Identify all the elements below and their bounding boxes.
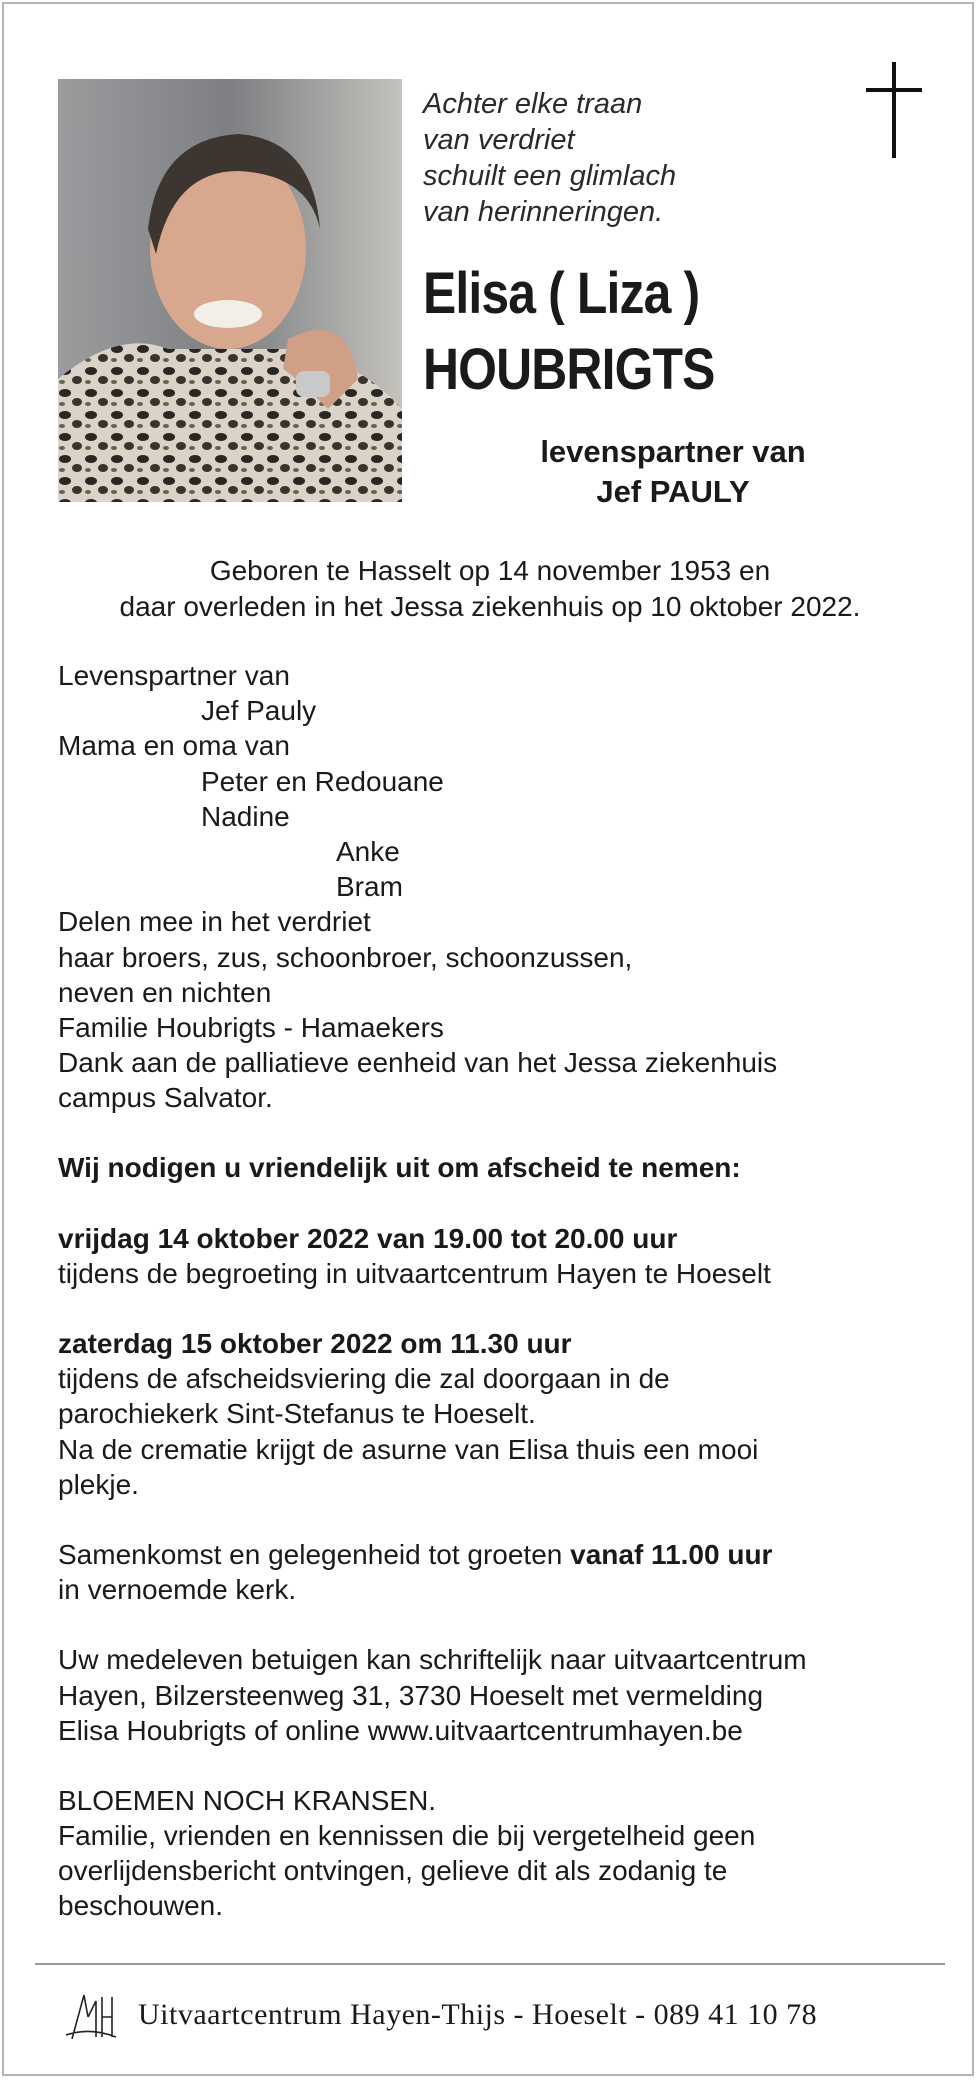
family-line: Delen mee in het verdriet [58,906,371,938]
notice-line: beschouwen. [58,1890,224,1922]
event-date: vrijdag 14 oktober 2022 van 19.00 tot 20.00 uur [58,1222,678,1254]
meeting-time: vanaf 11.00 uur [570,1538,773,1570]
condolence-line: Hayen, Bilzersteenweg 31, 3730 Hoeselt met vermelding [58,1679,764,1711]
family-line: Peter en Redouane [201,765,444,797]
poem [423,86,676,230]
notice-line: overlijdensbericht ontvingen, gelieve dit als zodanig te [58,1855,728,1887]
poem-line: van herinneringen. [423,196,664,228]
name-line-first: Elisa ( Liza ) [423,261,700,326]
meeting-line [58,1537,938,1572]
poem-line: schuilt een glimlach [423,160,677,192]
family-line: campus Salvator. [58,1082,273,1114]
family-line: Nadine [201,800,290,832]
partner-label: levenspartner van [540,434,806,469]
cross-icon [864,62,924,158]
funeral-home-logo [62,1987,120,2043]
event-description: plekje. [58,1468,139,1500]
condolence-line: Uw medeleven betuigen kan schriftelijk naar uitvaartcentrum [58,1644,807,1676]
event-description: Na de crematie krijgt de asurne van Elisa thuis een mooi [58,1433,759,1465]
poem-line: van verdriet [423,124,575,156]
notice-line: Familie, vrienden en kennissen die bij vergetelheid geen [58,1820,756,1852]
event-description: tijdens de begroeting in uitvaartcentrum Hayen te Hoeselt [58,1257,771,1289]
portrait-photo [58,79,402,502]
footer-contact: Uitvaartcentrum Hayen-Thijs - Hoeselt - 089 41 10 78 [138,1998,818,2031]
announcement-body [58,658,938,1924]
flowers-notice: BLOEMEN NOCH KRANSEN. [58,1784,437,1816]
born-line: Geboren te Hasselt op 14 november 1953 en [209,555,771,586]
meeting-text: Samenkomst en gelegenheid tot groeten [58,1538,571,1570]
event-date: zaterdag 15 oktober 2022 om 11.30 uur [58,1328,572,1359]
deceased-name [423,256,715,408]
family-line: haar broers, zus, schoonbroer, schoonzussen, [58,941,633,973]
family-line: Mama en oma van [58,730,290,762]
invite-heading: Wij nodigen u vriendelijk uit om afscheid te nemen: [58,1152,741,1184]
meeting-location: in vernoemde kerk. [58,1574,297,1606]
family-line: Dank aan de palliatieve eenheid van het Jessa ziekenhuis [58,1047,778,1079]
condolence-line: Elisa Houbrigts of online www.uitvaartcentrumhayen.be [58,1714,743,1746]
footer [62,1987,817,2043]
poem-line: Achter elke traan [423,88,643,120]
name-line-last: HOUBRIGTS [423,337,715,402]
partner-block [423,432,923,512]
footer-divider [35,1963,945,1965]
family-line: neven en nichten [58,976,272,1008]
family-line: Levenspartner van [58,660,290,691]
family-line: Familie Houbrigts - Hamaekers [58,1011,444,1043]
family-line: Anke [336,835,400,867]
event-description: tijdens de afscheidsviering die zal doorgaan in de [58,1363,670,1395]
died-line: daar overleden in het Jessa ziekenhuis op 10 oktober 2022. [119,591,861,622]
partner-name: Jef PAULY [596,474,750,509]
birth-death-statement [40,553,940,625]
family-line: Jef Pauly [201,695,317,727]
family-line: Bram [336,871,403,903]
event-description: parochiekerk Sint-Stefanus te Hoeselt. [58,1398,536,1430]
